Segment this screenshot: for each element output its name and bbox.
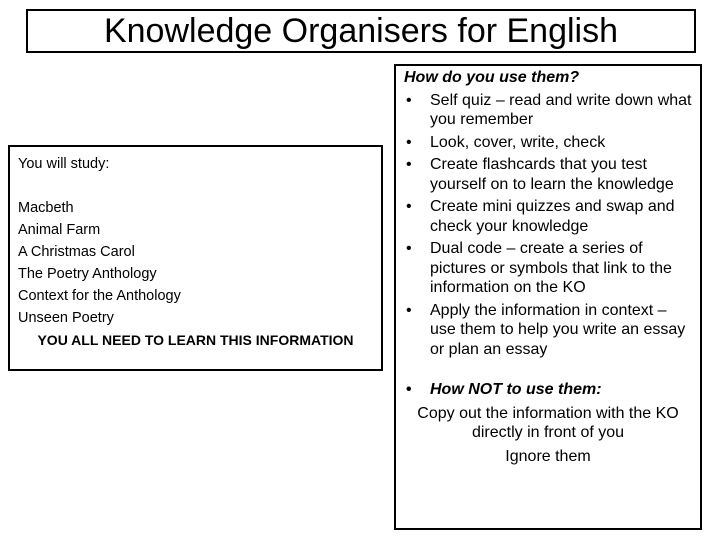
study-text-poetry-anthology: The Poetry Anthology bbox=[18, 266, 157, 282]
study-text-animal-farm: Animal Farm bbox=[18, 222, 101, 238]
usage-tip-flashcards: • Create flashcards that you test yourself on to learn the knowledge bbox=[404, 155, 692, 194]
usage-tip-dual-code: • Dual code – create a series of pictures or symbols that link to the information on the KO bbox=[404, 239, 692, 298]
blank-line bbox=[18, 175, 373, 197]
study-text-christmas-carol: A Christmas Carol bbox=[18, 244, 135, 260]
usage-not-heading: • How NOT to use them: bbox=[404, 380, 692, 400]
usage-tip-mini-quizzes: • Create mini quizzes and swap and check your knowledge bbox=[404, 197, 692, 236]
usage-heading: How do you use them? bbox=[404, 69, 580, 86]
study-list-box bbox=[8, 145, 383, 371]
usage-not-item-copy: Copy out the information with the KO directly in front of you bbox=[417, 404, 679, 441]
study-text-anthology-context: Context for the Anthology bbox=[18, 288, 181, 304]
usage-tips-list bbox=[404, 91, 692, 360]
page-title: Knowledge Organisers for English bbox=[103, 12, 619, 50]
usage-tip-apply-context: • Apply the information in context – use them to help you write an essay or plan an essay bbox=[404, 301, 692, 360]
study-intro: You will study: bbox=[18, 156, 110, 172]
study-text-unseen-poetry: Unseen Poetry bbox=[18, 310, 114, 326]
spacer bbox=[404, 362, 692, 380]
usage-not-item-ignore: Ignore them bbox=[505, 447, 591, 465]
usage-tip-look-cover: • Look, cover, write, check bbox=[404, 133, 692, 153]
usage-box bbox=[394, 64, 702, 530]
study-emphasis: YOU ALL NEED TO LEARN THIS INFORMATION bbox=[37, 332, 354, 348]
study-text-macbeth: Macbeth bbox=[18, 200, 74, 216]
usage-tip-self-quiz: • Self quiz – read and write down what you remember bbox=[404, 91, 692, 130]
title-box bbox=[26, 9, 696, 53]
